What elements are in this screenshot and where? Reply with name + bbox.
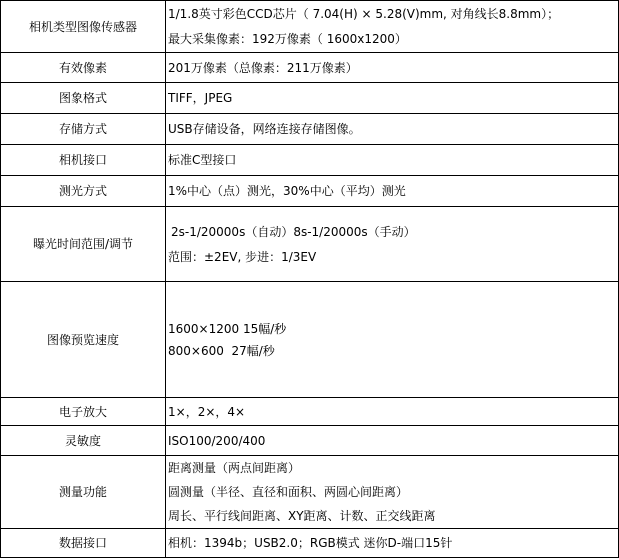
- value-line: 最大采集像素：192万像素（ 1600x1200）: [168, 32, 407, 46]
- spec-row-sensor: [1, 1, 619, 53]
- value-line: 周长、平行线间距离、XY距离、计数、正交线距离: [168, 509, 436, 523]
- value-line: 距离测量（两点间距离）: [168, 461, 301, 475]
- spec-row-storage: [1, 114, 619, 145]
- value-line: 1/1.8英寸彩色CCD芯片（ 7.04(H) × 5.28(V)mm, 对角线长8.8mm）；: [168, 7, 560, 21]
- row-label: 测光方式: [1, 176, 166, 207]
- spec-row-image-format: [1, 83, 619, 114]
- value-line: 800×600 27幅/秒: [168, 343, 275, 358]
- row-label: 图像预览速度: [1, 282, 166, 398]
- row-value: [166, 529, 619, 558]
- value-line: 标准C型接口: [168, 153, 237, 167]
- value-line: 圆测量（半径、直径和面积、两圆心间距离）: [168, 485, 409, 499]
- row-value: [166, 426, 619, 456]
- row-label: 测量功能: [1, 456, 166, 529]
- spec-row-preview-speed: [1, 282, 619, 398]
- value-line: 1%中心（点）测光，30%中心（平均）测光: [168, 184, 406, 198]
- row-value: [166, 207, 619, 282]
- value-line: USB存储设备，网络连接存储图像。: [168, 122, 361, 136]
- value-line: TIFF，JPEG: [168, 91, 233, 105]
- row-label: 相机接口: [1, 145, 166, 176]
- row-value: [166, 398, 619, 426]
- row-value: [166, 282, 619, 398]
- spec-row-digital-zoom: [1, 398, 619, 426]
- value-line: 2s-1/20000s（自动）8s-1/20000s（手动）: [171, 224, 416, 239]
- row-value: [166, 176, 619, 207]
- spec-row-measurement: [1, 456, 619, 529]
- spec-row-camera-interface: [1, 145, 619, 176]
- value-line: 201万像素（总像素：211万像素）: [168, 60, 358, 75]
- spec-row-metering: [1, 176, 619, 207]
- row-value: [166, 83, 619, 114]
- row-value: [166, 114, 619, 145]
- row-label: 相机类型图像传感器: [1, 1, 166, 53]
- value-line: 1600×1200 15幅/秒: [168, 321, 287, 336]
- row-label: 曝光时间范围/调节: [1, 207, 166, 282]
- row-label: 有效像素: [1, 53, 166, 83]
- value-line: ISO100/200/400: [168, 433, 266, 448]
- value-line: 相机：1394b；USB2.0；RGB模式 迷你D-端口15针: [168, 536, 453, 550]
- row-label: 数据接口: [1, 529, 166, 558]
- row-value: [166, 53, 619, 83]
- spec-row-data-interface: [1, 529, 619, 558]
- row-value: [166, 1, 619, 53]
- spec-row-sensitivity: [1, 426, 619, 456]
- spec-row-exposure: [1, 207, 619, 282]
- row-value: [166, 456, 619, 529]
- row-label: 存储方式: [1, 114, 166, 145]
- row-label: 灵敏度: [1, 426, 166, 456]
- spec-row-effective-pixels: [1, 53, 619, 83]
- row-label: 图象格式: [1, 83, 166, 114]
- row-label: 电子放大: [1, 398, 166, 426]
- value-line: 范围：±2EV, 步进：1/3EV: [168, 249, 317, 264]
- value-line: 1×，2×，4×: [168, 404, 246, 419]
- row-value: [166, 145, 619, 176]
